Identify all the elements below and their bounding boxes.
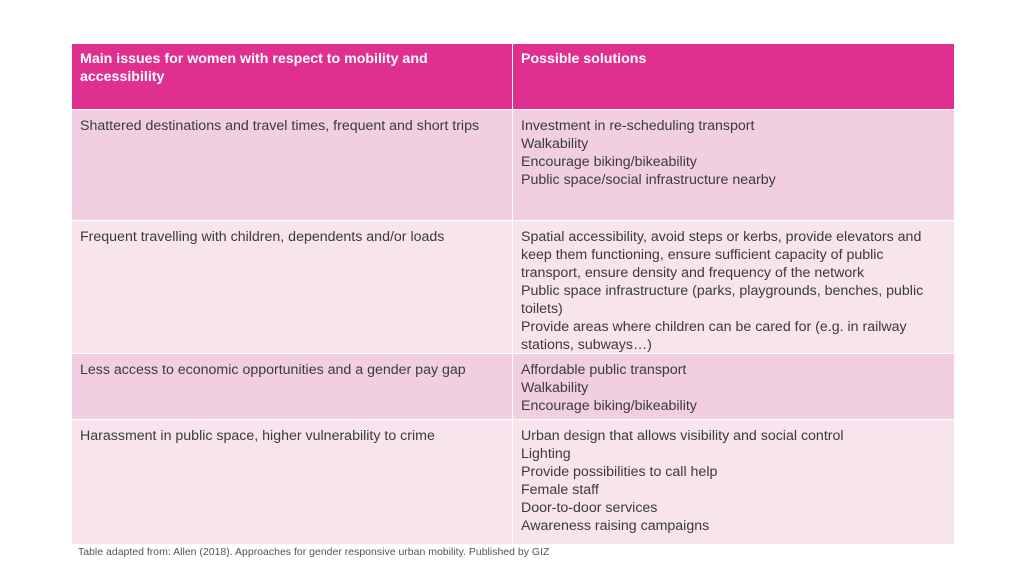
- table-header-row: [72, 44, 954, 110]
- header-solutions: Possible solutions: [513, 44, 954, 110]
- solution-line: Door-to-door services: [521, 500, 658, 516]
- solution-line: Investment in re-scheduling transport: [521, 118, 755, 134]
- solution-line: Awareness raising campaigns: [521, 518, 710, 534]
- solutions-cell: [513, 354, 954, 420]
- solution-line: Encourage biking/bikeability: [521, 154, 697, 170]
- solution-line: Spatial accessibility, avoid steps or kerbs, provide elevators and keep them functioning, ensure sufficient capacity of public transport, ensure density and frequency of the network: [521, 229, 926, 281]
- header-issues: Main issues for women with respect to mobility and accessibility: [72, 44, 513, 110]
- solution-line: Encourage biking/bikeability: [521, 398, 697, 414]
- solution-line: Public space infrastructure (parks, playgrounds, benches, public toilets): [521, 283, 928, 317]
- issue-cell: Frequent travelling with children, dependents and/or loads: [72, 221, 513, 354]
- table-row: [72, 221, 954, 354]
- table-row: [72, 420, 954, 545]
- solution-line: Urban design that allows visibility and social control: [521, 428, 844, 444]
- table-row: [72, 354, 954, 420]
- issue-cell: Shattered destinations and travel times, frequent and short trips: [72, 110, 513, 221]
- issue-cell: Less access to economic opportunities and a gender pay gap: [72, 354, 513, 420]
- solutions-cell: [513, 110, 954, 221]
- table-row: [72, 110, 954, 221]
- solution-line: Public space/social infrastructure nearby: [521, 172, 776, 188]
- solution-line: Provide possibilities to call help: [521, 464, 718, 480]
- issue-cell: Harassment in public space, higher vulnerability to crime: [72, 420, 513, 545]
- solutions-cell: [513, 221, 954, 354]
- solutions-cell: [513, 420, 954, 545]
- solution-line: Walkability: [521, 380, 589, 396]
- solution-line: Affordable public transport: [521, 362, 687, 378]
- solution-line: Female staff: [521, 482, 599, 498]
- solution-line: Walkability: [521, 136, 589, 152]
- solution-line: Lighting: [521, 446, 571, 462]
- solution-line: Provide areas where children can be cared for (e.g. in railway stations, subways…): [521, 319, 911, 353]
- source-caption: Table adapted from: Allen (2018). Approaches for gender responsive urban mobility. Published by GIZ: [78, 546, 550, 558]
- mobility-issues-table: [72, 44, 954, 545]
